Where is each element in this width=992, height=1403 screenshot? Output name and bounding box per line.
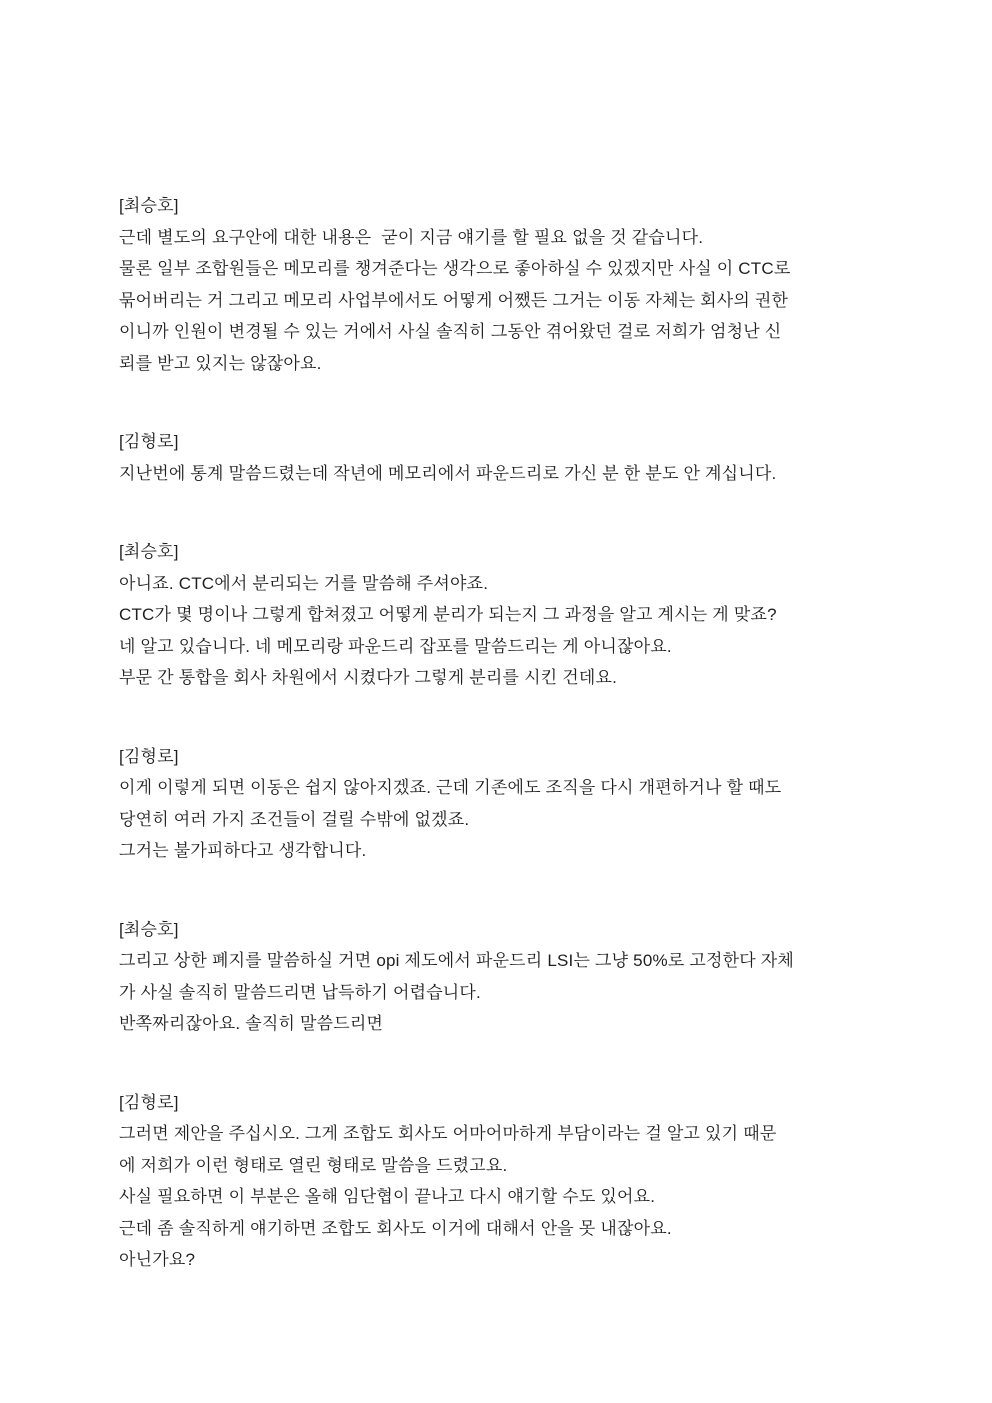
- speaker-label: [최승호]: [119, 919, 179, 939]
- transcript: [119, 190, 881, 1276]
- transcript-line: 근데 별도의 요구안에 대한 내용은 굳이 지금 얘기를 할 필요 없을 것 같습니다.: [119, 227, 704, 247]
- transcript-line: 그거는 불가피하다고 생각합니다.: [119, 841, 367, 860]
- document-page: [119, 190, 881, 1276]
- transcript-line: 그러면 제안을 주십시오. 그게 조합도 회사도 어마어마하게 부담이라는 걸 알고 있기 때문: [119, 1124, 777, 1143]
- transcript-line: 묶어버리는 거 그리고 메모리 사업부에서도 어떻게 어쨌든 그거는 이동 자체는 회사의 권한: [119, 290, 789, 310]
- speech-block: [119, 190, 881, 379]
- transcript-line: 부문 간 통합을 회사 차원에서 시켰다가 그렇게 분리를 시킨 건데요.: [119, 668, 618, 687]
- transcript-line: 그리고 상한 폐지를 말씀하실 거면 opi 제도에서 파운드리 LSI는 그냥 50%로 고정한다 자체: [119, 951, 795, 970]
- transcript-line: 근데 좀 솔직하게 얘기하면 조합도 회사도 이거에 대해서 안을 못 내잖아요.: [119, 1218, 672, 1238]
- transcript-line: 당연히 여러 가지 조건들이 걸릴 수밖에 없겠죠.: [119, 809, 470, 829]
- speech-block: [119, 426, 881, 489]
- transcript-line: 아닌가요?: [119, 1250, 196, 1269]
- transcript-line: 물론 일부 조합원들은 메모리를 챙겨준다는 생각으로 좋아하실 수 있겠지만 사실 이 CTC로: [119, 259, 791, 278]
- transcript-line: 지난번에 통계 말씀드렸는데 작년에 메모리에서 파운드리로 가신 분 한 분도 안 계십니다.: [119, 463, 777, 483]
- transcript-line: 이니까 인원이 변경될 수 있는 거에서 사실 솔직히 그동안 겪어왔던 걸로 저희가 엄청난 신: [119, 322, 782, 341]
- speech-block: [119, 1087, 881, 1276]
- transcript-line: 반쪽짜리잖아요. 솔직히 말씀드리면: [119, 1014, 384, 1033]
- speaker-label: [김형로]: [119, 1092, 179, 1112]
- transcript-line: 사실 필요하면 이 부분은 올해 임단협이 끝나고 다시 얘기할 수도 있어요.: [119, 1187, 656, 1206]
- speaker-label: [최승호]: [119, 542, 179, 561]
- speaker-label: [최승호]: [119, 196, 179, 215]
- transcript-line: 가 사실 솔직히 말씀드리면 납득하기 어렵습니다.: [119, 982, 481, 1002]
- speaker-label: [김형로]: [119, 432, 179, 451]
- speaker-label: [김형로]: [119, 746, 179, 766]
- transcript-line: 에 저희가 이런 형태로 열린 형태로 말씀을 드렸고요.: [119, 1155, 508, 1175]
- transcript-line: CTC가 몇 명이나 그렇게 합쳐졌고 어떻게 분리가 되는지 그 과정을 알고 계시는 게 맞죠?: [119, 605, 777, 624]
- speech-block: [119, 741, 881, 867]
- transcript-line: 아니죠. CTC에서 분리되는 거를 말씀해 주셔야죠.: [119, 573, 489, 593]
- transcript-line: 뢰를 받고 있지는 않잖아요.: [119, 353, 322, 373]
- speech-block: [119, 914, 881, 1040]
- transcript-line: 네 알고 있습니다. 네 메모리랑 파운드리 잡포를 말씀드리는 게 아니잖아요.: [119, 636, 672, 656]
- speech-block: [119, 536, 881, 694]
- transcript-line: 이게 이렇게 되면 이동은 쉽지 않아지겠죠. 근데 기존에도 조직을 다시 개편하거나 할 때도: [119, 778, 782, 797]
